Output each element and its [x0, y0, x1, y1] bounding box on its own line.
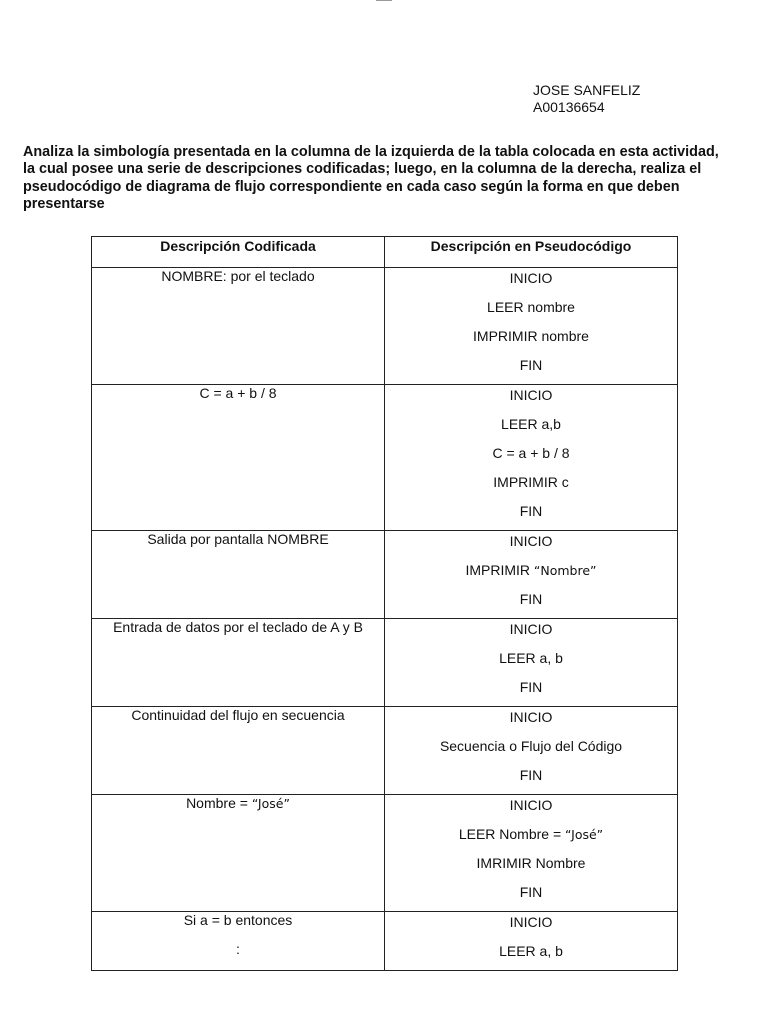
pseudo-line: INICIO	[509, 709, 553, 725]
table-row	[92, 912, 678, 971]
top-page-mark	[376, 0, 392, 1]
pseudo-line: IMRIMIR Nombre	[476, 855, 586, 871]
pseudo-line: LEER a, b	[499, 650, 563, 666]
coded-cell: NOMBRE: por el teclado	[92, 268, 385, 385]
pseudo-line: FIN	[519, 591, 543, 607]
pseudocode-table	[91, 236, 678, 971]
pseudo-line	[385, 824, 677, 853]
pseudo-line: INICIO	[509, 914, 553, 930]
coded-cell: Continuidad del flujo en secuencia	[92, 707, 385, 795]
coded-line: Si a = b entonces	[183, 912, 293, 928]
header-pseudocode-description: Descripción en Pseudocódigo	[385, 237, 678, 268]
pseudo-line: LEER a, b	[499, 943, 563, 959]
pseudo-print-keyword: IMPRIMIR	[465, 562, 534, 578]
author-block	[533, 82, 640, 116]
coded-line: :	[236, 941, 240, 957]
pseudo-cell	[385, 531, 678, 619]
pseudo-line: INICIO	[509, 387, 553, 403]
pseudo-line: LEER a,b	[501, 416, 561, 432]
coded-quoted-text: “José”	[251, 796, 290, 811]
author-name: JOSE SANFELIZ	[533, 82, 641, 98]
table-row	[92, 385, 678, 531]
coded-cell: Salida por pantalla NOMBRE	[92, 531, 385, 619]
table-row	[92, 707, 678, 795]
pseudo-line: INICIO	[509, 533, 553, 549]
pseudo-line: INICIO	[509, 797, 553, 813]
header-coded-description: Descripción Codificada	[92, 237, 385, 268]
pseudo-line: FIN	[519, 884, 543, 900]
pseudo-line: IMPRIMIR nombre	[473, 328, 589, 344]
pseudo-line: FIN	[519, 357, 543, 373]
pseudo-line	[385, 560, 677, 589]
pseudo-line: FIN	[519, 503, 543, 519]
table-header-row	[92, 237, 678, 268]
pseudo-cell	[385, 912, 678, 971]
pseudo-quoted-text: “Nombre”	[533, 563, 597, 578]
pseudo-line: Secuencia o Flujo del Código	[439, 738, 623, 754]
pseudo-line: INICIO	[509, 270, 553, 286]
coded-cell: C = a + b / 8	[92, 385, 385, 531]
pseudo-cell	[385, 707, 678, 795]
table-row	[92, 531, 678, 619]
pseudo-line: FIN	[519, 767, 543, 783]
pseudo-cell	[385, 795, 678, 912]
author-id: A00136654	[533, 99, 605, 115]
pseudo-line: FIN	[519, 679, 543, 695]
pseudo-cell	[385, 385, 678, 531]
coded-cell	[92, 912, 385, 971]
table-row	[92, 619, 678, 707]
pseudo-line: INICIO	[509, 621, 553, 637]
instructions-paragraph: Analiza la simbología presentada en la columna de la izquierda de la tabla colocada en esta actividad, la cual posee una serie de descripciones codificadas; luego, en la columna de la derecha, realiza el pseudocódigo de diagrama de flujo correspondiente en cada caso según la forma en que deben presentarse	[23, 144, 719, 213]
coded-prefix: Nombre =	[186, 795, 252, 811]
pseudo-quoted-text: “José”	[565, 827, 604, 842]
coded-cell	[92, 795, 385, 912]
pseudo-line: IMPRIMIR c	[493, 474, 569, 490]
pseudo-line: C = a + b / 8	[492, 445, 570, 461]
pseudo-read-keyword: LEER Nombre =	[458, 826, 566, 842]
coded-cell: Entrada de datos por el teclado de A y B	[92, 619, 385, 707]
table-row	[92, 268, 678, 385]
pseudo-line: LEER nombre	[487, 299, 575, 315]
pseudo-cell	[385, 268, 678, 385]
table-row	[92, 795, 678, 912]
pseudo-cell	[385, 619, 678, 707]
